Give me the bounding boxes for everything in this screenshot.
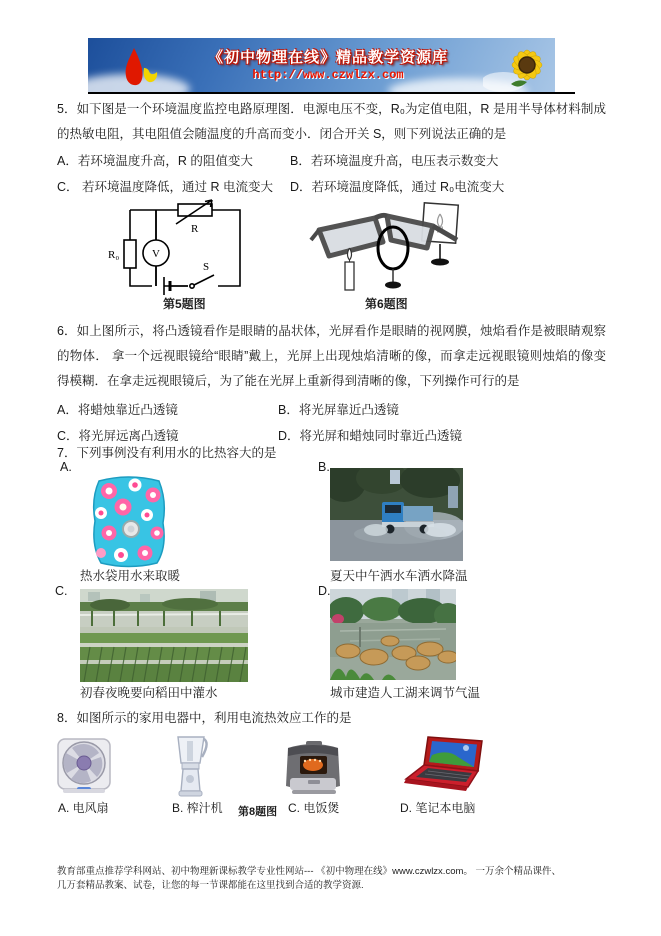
q5-option-d: D．若环境温度降低，通过 R₀电流变大 (290, 180, 505, 194)
q8-item-c-label: C. 电饭煲 (288, 801, 340, 815)
q7-item-d-caption: 城市建造人工湖来调节气温 (330, 686, 481, 700)
q8-item-d-label: D. 笔记本电脑 (400, 801, 476, 815)
q8-item-b-label: B. 榨汁机 (172, 801, 223, 815)
sprinkler-truck-photo (330, 468, 463, 561)
q7-item-c-label: C. (55, 584, 68, 598)
site-url[interactable]: http://www.czwlzx.com (252, 68, 404, 82)
artificial-lake-photo (330, 589, 456, 680)
glasses-lens-figure-6 (305, 196, 475, 296)
question-5-stem: 5．如下图是一个环境温度监控电路原理图．电源电压不变，R₀为定值电阻，R 是用半导体材料制成的热敏电阻，其电阻值会随温度的升高而变小．闭合开关 S，则下列说法正确的是 (57, 102, 606, 141)
q7-item-a-label: A. (60, 460, 72, 474)
q7-item-a-caption: 热水袋用水来取暖 (80, 569, 181, 583)
footer-promo-line-2: 几万套精品教案、试卷，让您的每一节课都能在这里找到合适的教学资源. (57, 880, 364, 891)
q5-option-b: B．若环境温度升高，电压表示数变大 (290, 154, 499, 168)
figure-6-caption: 第6题图 (365, 297, 408, 311)
figure-8-caption: 第8题图 (238, 806, 278, 818)
site-logo-icon (116, 42, 168, 92)
question-7-stem: 7．下列事例没有利用水的比热容大的是 (57, 446, 277, 460)
site-banner (88, 38, 555, 92)
question-6-stem: 6．如上图所示，将凸透镜看作是眼睛的晶状体，光屏看作是眼睛的视网膜，烛焰看作是被眼睛观察的物体． 拿一个远视眼镜给“眼睛”戴上，光屏上出现烛焰清晰的像，而拿走远视眼镜则烛焰的像变得模糊．在拿走远视眼镜后，为了能在光屏上重新得到清晰的像，下列操作可行的是 (57, 324, 606, 388)
question-8-stem: 8．如图所示的家用电器中，利用电流热效应工作的是 (57, 711, 352, 725)
laptop-image (398, 735, 490, 797)
q5-option-c: C． 若环境温度降低，通过 R 电流变大 (57, 180, 273, 194)
svg-text:R₀: R₀ (108, 249, 120, 261)
question-5-options (57, 147, 606, 199)
q7-item-b-label: B. (318, 460, 330, 474)
svg-text:S: S (203, 261, 210, 273)
q7-item-b-caption: 夏天中午洒水车洒水降温 (330, 569, 468, 583)
juicer-image (170, 733, 210, 797)
q6-option-a: A．将蜡烛靠近凸透镜 (57, 403, 178, 417)
rice-cooker-image (282, 740, 344, 796)
q7-item-d-label: D. (318, 584, 331, 598)
q7-item-c-caption: 初春夜晚要向稻田中灌水 (80, 686, 218, 700)
q8-item-a-label: A. 电风扇 (58, 801, 109, 815)
svg-text:V: V (152, 248, 160, 260)
footer-promo-line-1: 教育部重点推荐学科网站、初中物理新课标教学专业性网站--- 《初中物理在线》www.czwlzx.com。 一万余个精品课件、 (57, 866, 562, 877)
site-title: 《初中物理在线》精品教学资源库 (207, 49, 448, 66)
q6-option-b: B．将光屏靠近凸透镜 (278, 403, 399, 417)
q6-option-d: D．将光屏和蜡烛同时靠近凸透镜 (278, 429, 463, 443)
rice-paddy-photo (80, 589, 248, 682)
circuit-diagram-figure-5 (100, 198, 260, 296)
sunflower-icon (483, 38, 553, 92)
electric-fan-image (55, 737, 113, 795)
figure-5-caption: 第5题图 (163, 297, 206, 311)
hot-water-bag-photo (87, 471, 171, 571)
q6-option-c: C．将光屏远离凸透镜 (57, 429, 179, 443)
q5-option-a: A．若环境温度升高，R 的阻值变大 (57, 154, 253, 168)
svg-text:R: R (191, 223, 199, 235)
banner-divider (88, 92, 575, 94)
